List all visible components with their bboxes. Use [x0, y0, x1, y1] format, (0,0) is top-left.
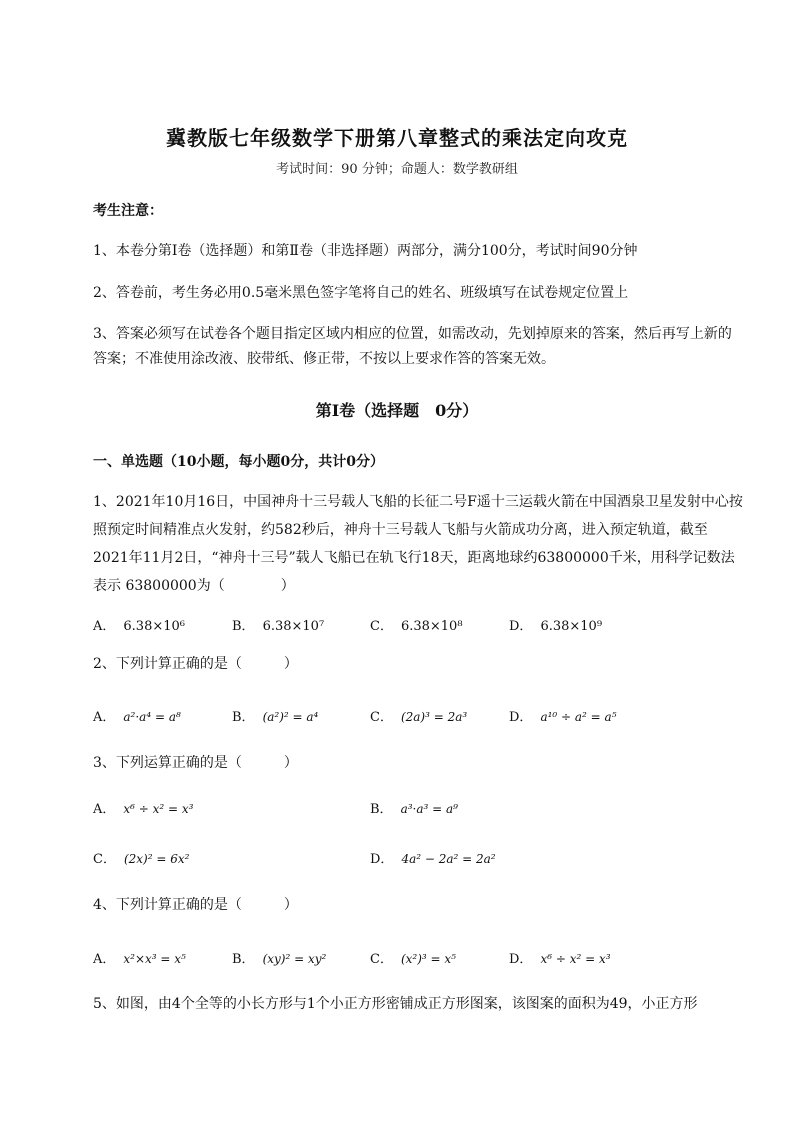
option-label: B． [232, 710, 255, 725]
option-text: (x²)³ = x⁵ [400, 952, 456, 966]
part-title: 一、单选题（10小题，每小题0分，共计0分） [93, 454, 384, 470]
option-text: (2a)³ = 2a³ [400, 710, 468, 724]
option-text: a³·a³ = a⁹ [400, 802, 458, 816]
section-title: 第Ⅰ卷（选择题 0分） [315, 401, 479, 420]
option-text: 6.38×10⁸ [400, 619, 463, 634]
option-label: C． [370, 952, 393, 967]
option-label: B． [370, 802, 393, 817]
exam-info: 考试时间：90 分钟；命题人：数学教研组 [276, 162, 518, 177]
option-text: a¹⁰ ÷ a² = a⁵ [540, 710, 617, 724]
question-1-option-a[interactable] [93, 615, 185, 634]
question-3-option-a[interactable] [93, 798, 194, 817]
option-text: (a²)² = a⁴ [262, 710, 319, 724]
question-5-stem: 5、如图，由4个全等的小长方形与1个小正方形密铺成正方形图案，该图案的面积为49，小正方形 [93, 996, 698, 1012]
option-text: 4a² − 2a² = 2a² [401, 852, 496, 866]
option-label: B． [232, 619, 255, 634]
notice-item-2: 2、答卷前，考生务必用0.5毫米黑色签字笔将自己的姓名、班级填写在试卷规定位置上 [93, 285, 629, 301]
option-text: 6.38×10⁶ [123, 619, 185, 634]
question-1-stem: 1、2021年10月16日，中国神舟十三号载人飞船的长征二号F遥十三运载火箭在中国酒泉卫星发射中心按照预定时间精准点火发射，约582秒后，神舟十三号载人飞船与火箭成功分离，进入预定轨道，截至2021年11月2日，“神舟十三号”载人飞船已在轨飞行18天，距离地球约63800000千米，用科学记数法表示 63800000为（ ） [93, 494, 743, 594]
question-4-option-d[interactable] [509, 948, 611, 967]
question-3-stem: 3、下列运算正确的是（ ） [93, 755, 298, 771]
question-1-option-c[interactable] [370, 615, 463, 634]
question-1-option-b[interactable] [232, 615, 324, 634]
question-3-option-c[interactable] [93, 848, 189, 867]
option-text: x⁶ ÷ x² = x³ [123, 802, 194, 816]
option-label: C． [370, 619, 393, 634]
option-text: x²×x³ = x⁵ [123, 952, 186, 966]
option-text: x⁶ ÷ x² = x³ [540, 952, 611, 966]
question-2-option-a[interactable] [93, 706, 181, 725]
option-label: A． [93, 619, 116, 634]
option-text: (xy)² = xy² [262, 952, 327, 966]
option-label: D． [509, 619, 533, 634]
question-3-option-b[interactable] [370, 798, 458, 817]
option-label: B． [232, 952, 255, 967]
option-label: D． [509, 710, 533, 725]
question-2-option-b[interactable] [232, 706, 318, 725]
question-4-option-a[interactable] [93, 948, 186, 967]
question-2-stem: 2、下列计算正确的是（ ） [93, 656, 298, 672]
notice-item-1: 1、本卷分第Ⅰ卷（选择题）和第Ⅱ卷（非选择题）两部分，满分100分，考试时间90分钟 [93, 243, 638, 259]
option-label: C． [93, 852, 116, 867]
question-1-option-d[interactable] [509, 615, 602, 634]
option-label: A． [93, 802, 116, 817]
notice-heading: 考生注意： [93, 203, 163, 219]
option-text: 6.38×10⁷ [262, 619, 325, 634]
question-4-stem: 4、下列计算正确的是（ ） [93, 897, 298, 913]
question-3-option-d[interactable] [370, 848, 496, 867]
page-title: 冀教版七年级数学下册第八章整式的乘法定向攻克 [166, 126, 628, 150]
option-label: C． [370, 710, 393, 725]
option-text: 6.38×10⁹ [540, 619, 603, 634]
question-4-option-c[interactable] [370, 948, 456, 967]
question-2-option-c[interactable] [370, 706, 467, 725]
question-4-option-b[interactable] [232, 948, 326, 967]
option-label: A． [93, 952, 116, 967]
notice-item-3: 3、答案必须写在试卷各个题目指定区域内相应的位置，如需改动，先划掉原来的答案，然后再写上新的答案；不准使用涂改液、胶带纸、修正带，不按以上要求作答的答案无效。 [93, 326, 732, 367]
option-label: D． [509, 952, 533, 967]
option-text: a²·a⁴ = a⁸ [123, 710, 181, 724]
option-label: A． [93, 710, 116, 725]
option-text: (2x)² = 6x² [123, 852, 190, 866]
option-label: D． [370, 852, 394, 867]
question-2-option-d[interactable] [509, 706, 617, 725]
